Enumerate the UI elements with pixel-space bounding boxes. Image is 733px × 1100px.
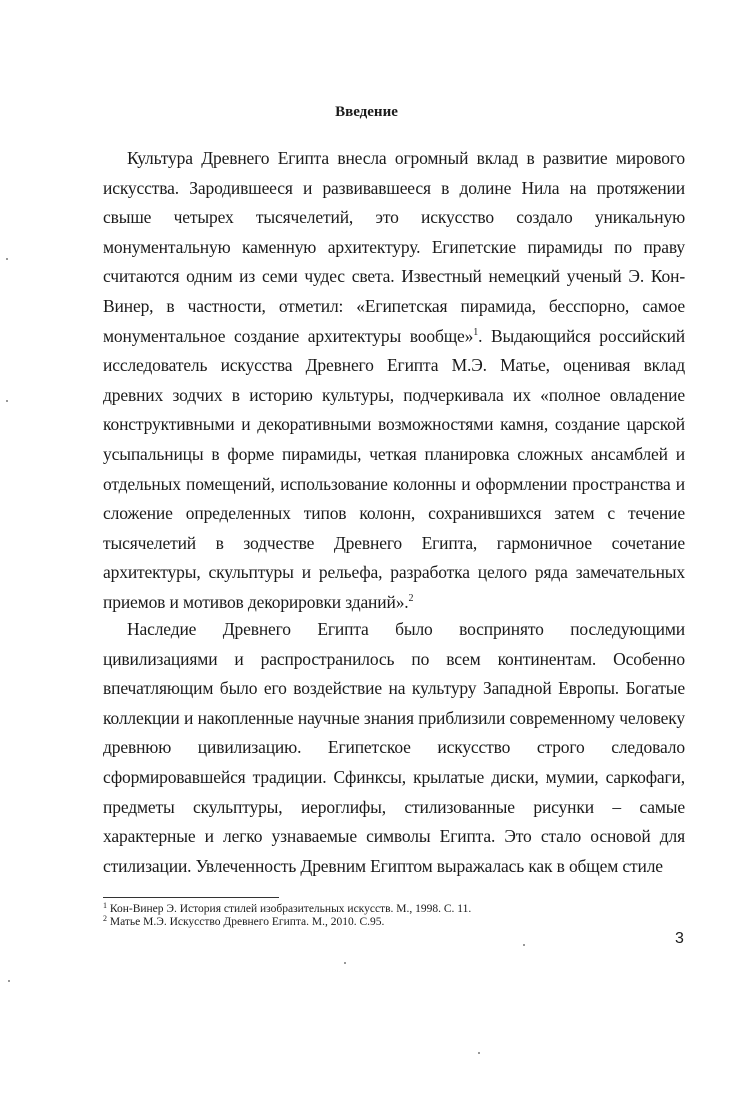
footnote-ref-2: 2 [408, 592, 414, 604]
footnote-1 [103, 903, 471, 916]
paragraph-1 [103, 144, 685, 618]
page-title: Введение [335, 104, 398, 120]
footnote-divider [103, 897, 279, 898]
paragraph-1-text-a: Культура Древнего Египта внесла огромный вклад в развитие мирового искусства. Зародившееся и развивавшееся в долине Нила на протяжении свыше четырех тысячелетий, это искусство создало уникальную монументальную каменную архитектуру. Египетские пирамиды по праву считаются одним из семи чудес света. Известный немецкий ученый Э. Кон-Винер, в частности, отметил: «Египетская пирамида, бесспорно, самое монументальное создание архитектуры вообще» [103, 148, 685, 346]
footnote-2 [103, 916, 384, 929]
scan-speck [6, 258, 8, 260]
footnote-1-text: Кон-Винер Э. История стилей изобразительных искусств. М., 1998. С. 11. [109, 903, 472, 915]
page-number: 3 [675, 930, 684, 947]
scan-speck [8, 980, 10, 982]
paragraph-2: Наследие Древнего Египта было воспринято последующими цивилизациями и распространилось по всем континентам. Особенно впечатляющим было его воздействие на культуру Западной Европы. Богатые коллекции и накопленные научные знания приблизили современному человеку древнюю цивилизацию. Египетское искусство строго следовало сформировавшейся традиции. Сфинксы, крылатые диски, мумии, саркофаги, предметы скульптуры, иероглифы, стилизованные рисунки – самые характерные и легко узнаваемые символы Египта. Это стало основой для стилизации. Увлеченность Древним Египтом выражалась как в общем стиле [103, 619, 685, 876]
footnote-ref-1: 1 [473, 326, 479, 338]
scan-speck [6, 400, 8, 402]
scan-speck [344, 962, 346, 964]
paragraph-1-text-b: . Выдающийся российский исследователь искусства Древнего Египта М.Э. Матье, оценивая вклад древних зодчих в историю культуры, подчеркивала их «полное овладение конструктивными и декоративными возможностями камня, создание царской усыпальницы в форме пирамиды, четкая планировка сложных ансамблей и отдельных помещений, использование колонны и оформлении пространства и сложение определенных типов колонн, сохранившихся затем с течение тысячелетий в зодчестве Древнего Египта, гармоничное сочетание архитектуры, скульптуры и рельефа, разработка целого ряда замечательных приемов и мотивов декорировки зданий». [103, 325, 686, 612]
scan-speck [478, 1052, 480, 1054]
scan-speck [523, 944, 525, 946]
footnote-2-text: Матье М.Э. Искусство Древнего Египта. М., 2010. С.95. [109, 916, 385, 928]
footnote-1-mark: 1 [103, 901, 107, 910]
footnote-2-mark: 2 [103, 914, 107, 923]
